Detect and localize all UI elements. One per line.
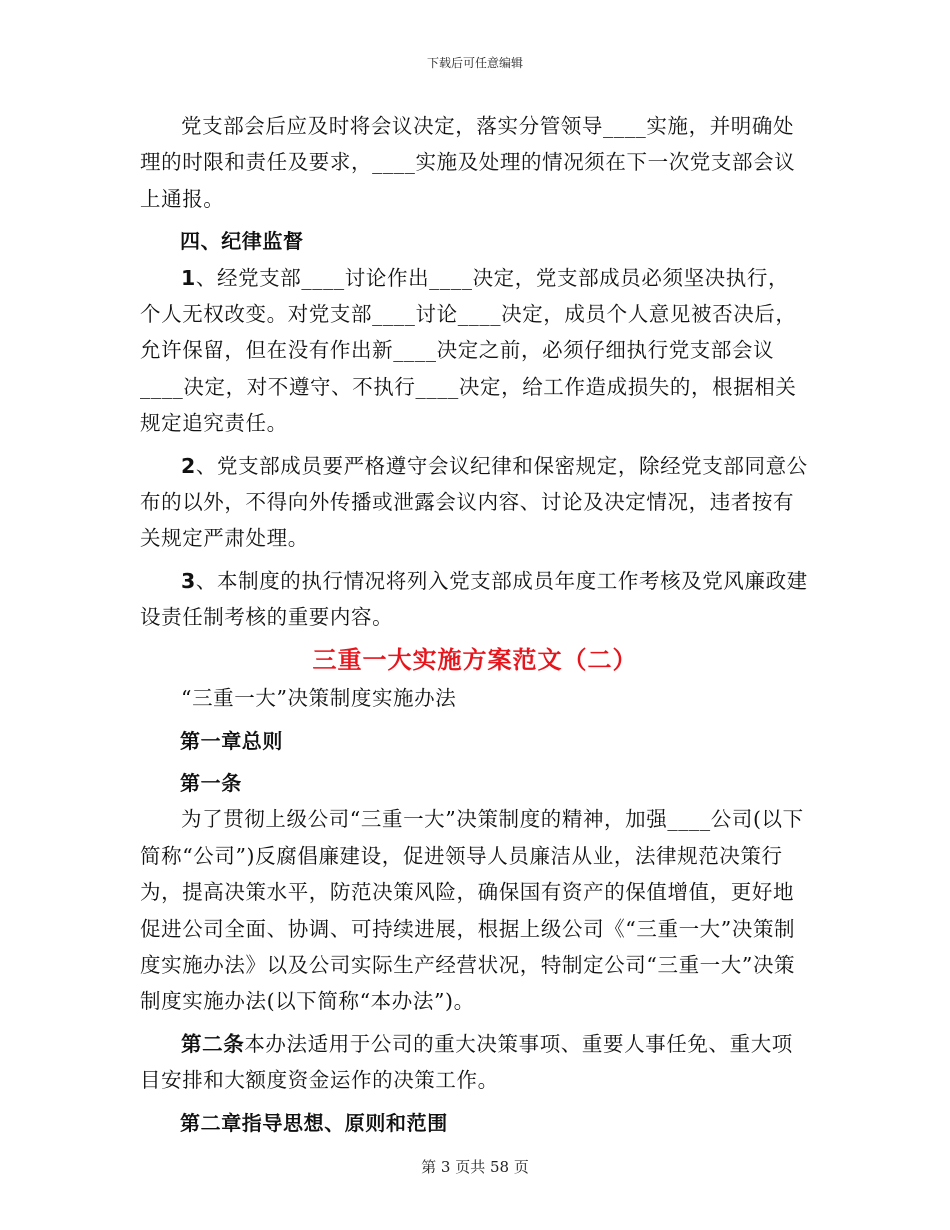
section-heading: 四、纪律监督	[180, 229, 304, 254]
page-header: 下载后可任意编辑	[426, 56, 523, 70]
paragraph	[140, 1026, 810, 1099]
subtitle: “三重一大”决策制度实施办法	[181, 686, 457, 711]
paragraph	[140, 448, 810, 557]
section-title: 三重一大实施方案范文（二）	[312, 645, 638, 674]
item-number: 1	[181, 265, 196, 290]
paragraph: 为了贯彻上级公司“三重一大”决策制度的精神，加强____公司(以下简称“公司”)反腐倡廉建设，促进领导人员廉洁从业，法律规范决策行为，提高决策水平，防范决策风险，确保国有资产的保值增值，更好地促进公司全面、协调、可持续进展，根据上级公司《“三重一大”决策制度实施办法》以及公司实际生产经营状况，特制定公司“三重一大”决策制度实施办法(以下简称“本办法”)。	[140, 807, 804, 1014]
chapter-heading: 第二章指导思想、原则和范围	[180, 1110, 448, 1135]
paragraph-text: 本办法适用于公司的重大决策事项、重要人事任免、重大项目安排和大额度资金运作的决策工作。	[140, 1031, 793, 1093]
item-number: 3	[181, 568, 196, 593]
paragraph-text: 、本制度的执行情况将列入党支部成员年度工作考核及党风廉政建设责任制考核的重要内容。	[140, 568, 808, 630]
article-heading: 第一条	[180, 770, 242, 795]
article-label: 第二条	[181, 1031, 245, 1056]
chapter-heading: 第一章总则	[180, 728, 283, 753]
paragraph	[140, 260, 810, 442]
paragraph-text: 、经党支部____讨论作出____决定，党支部成员必须坚决执行，个人无权改变。对党支部____讨论____决定，成员个人意见被否决后，允许保留，但在没有作出新____决定之前，必须仔细执行党支部会议____决定，对不遵守、不执行____决定，给工作造成损失的，根据相关规定追究责任。	[140, 265, 797, 436]
page-footer: 第 3 页共 58 页	[421, 1158, 529, 1176]
item-number: 2	[181, 453, 196, 478]
document-body	[140, 108, 810, 1141]
paragraph: 党支部会后应及时将会议决定，落实分管领导____实施，并明确处理的时限和责任及要求，____实施及处理的情况须在下一次党支部会议上通报。	[140, 114, 796, 211]
paragraph-text: 、党支部成员要严格遵守会议纪律和保密规定，除经党支部同意公布的以外，不得向外传播或泄露会议内容、讨论及决定情况，违者按有关规定严肃处理。	[140, 453, 808, 551]
paragraph	[140, 563, 810, 636]
